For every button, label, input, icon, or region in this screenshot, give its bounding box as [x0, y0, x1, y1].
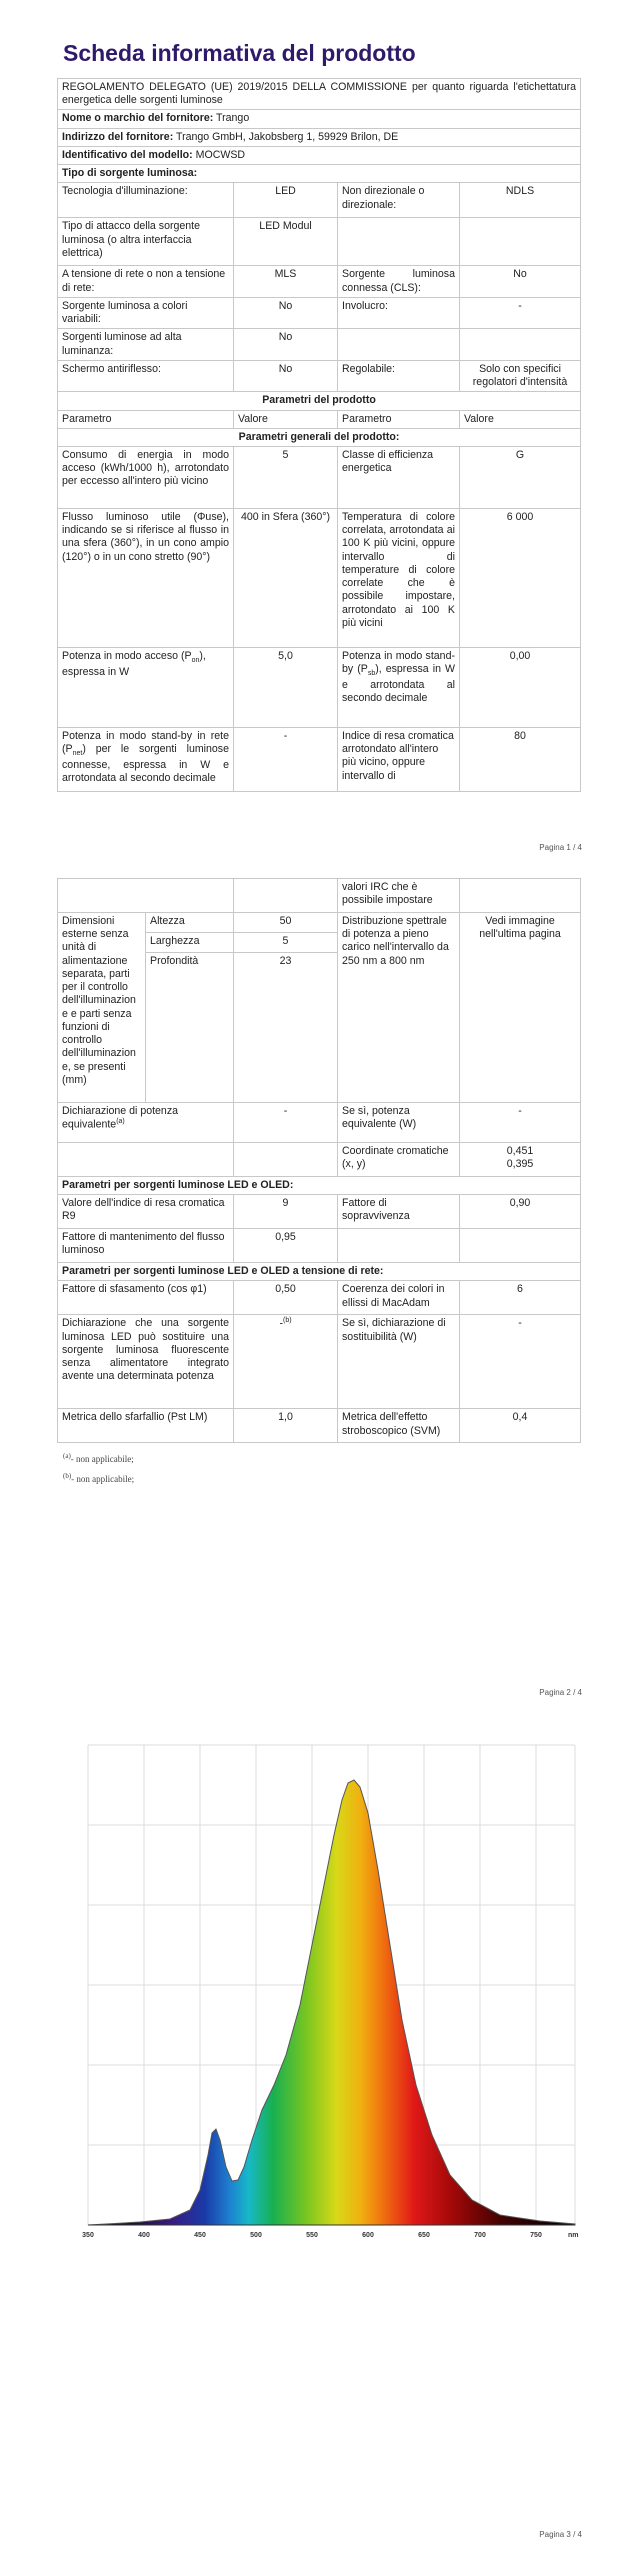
page-number-2: Pagina 2 / 4 — [539, 1688, 582, 1697]
supplier-address-label: Indirizzo del fornitore: — [62, 130, 174, 143]
height-label: Altezza — [146, 913, 234, 933]
dim-label: Dimensioni esterne senza unità di alimentazione separata, parti per il controllo dell'illuminazione e parti senza funzioni di controllo dell'illuminazione, se presenti (mm) — [58, 913, 146, 1103]
equiv-label: Dichiarazione di potenza equivalente$^{(a)}$ — [58, 1103, 234, 1143]
width-label: Larghezza — [146, 933, 234, 953]
pnet-value: - — [234, 727, 338, 791]
tick-750: 750 — [530, 2232, 542, 2239]
pf-label: Fattore di sfasamento (cos φ1) — [58, 1281, 234, 1315]
tick-450: 450 — [194, 2232, 206, 2239]
macadam-label: Coerenza dei colori in ellissi di MacAdam — [338, 1281, 460, 1315]
product-params-header: Parametri del prodotto — [58, 392, 581, 410]
pon-label: Potenza in modo acceso $(P_{on})$, espressa in W — [58, 647, 234, 727]
energy-label: Consumo di energia in modo acceso (kWh/1000 h), arrotondato per eccesso all'intero più vicino — [58, 446, 234, 508]
supplier-name-value: Trango — [216, 112, 250, 125]
equiv-w-label: Se sì, potenza equivalente (W) — [338, 1103, 460, 1143]
regulation-text: REGOLAMENTO DELEGATO (UE) 2019/2015 DELLA COMMISSIONE per quanto riguarda l'etichettatura energetica delle sorgenti luminose — [58, 79, 581, 110]
footnote-a: $^{(a)}$- non applicabile; — [63, 1452, 134, 1464]
col-param-2: Parametro — [338, 410, 460, 428]
cap-value: LED Modul — [234, 218, 338, 266]
mains-value: MLS — [234, 266, 338, 297]
replace-w-value: - — [460, 1315, 581, 1409]
replace-w-label: Se sì, dichiarazione di sostituibilità (W) — [338, 1315, 460, 1409]
tick-400: 400 — [138, 2232, 150, 2239]
footnote-b: $^{(b)}$- non applicabile; — [63, 1472, 135, 1484]
cri-label-part1: Indice di resa cromatica arrotondato all'intero più vicino, oppure intervallo di — [338, 727, 460, 791]
connected-label: Sorgente luminosa connessa (CLS): — [338, 266, 460, 297]
svm-label: Metrica dell'effetto stroboscopico (SVM) — [338, 1409, 460, 1443]
mains-label: A tensione di rete o non a tensione di rete: — [58, 266, 234, 297]
connected-value: No — [460, 266, 581, 297]
model-id-label: Identificativo del modello: — [62, 148, 193, 161]
r9-value: 9 — [234, 1195, 338, 1229]
colour-value: No — [234, 297, 338, 328]
depth-label: Profondità — [146, 953, 234, 1103]
cct-value: 6 000 — [460, 508, 581, 647]
supplier-name-label: Nome o marchio del fornitore: — [62, 112, 214, 125]
supplier-name-row — [58, 110, 581, 128]
energy-value: 5 — [234, 446, 338, 508]
dir-value: NDLS — [460, 183, 581, 218]
pf-value: 0,50 — [234, 1281, 338, 1315]
supplier-address-row — [58, 128, 581, 146]
flux-label: Flusso luminoso utile (Φuse), indicando se si riferisce al flusso in una sfera (360°), in un cono ampio (120°) o in un cono stretto (90°) — [58, 508, 234, 647]
spectrum-curve — [88, 1780, 575, 2225]
tick-350: 350 — [82, 2232, 94, 2239]
tick-700: 700 — [474, 2232, 486, 2239]
cap-label: Tipo di attacco della sorgente luminosa (o altra interfaccia elettrica) — [58, 218, 234, 266]
page-number-1: Pagina 1 / 4 — [539, 843, 582, 852]
antiglare-label: Schermo antiriflesso: — [58, 360, 234, 391]
colour-label: Sorgente luminosa a colori variabili: — [58, 297, 234, 328]
dimmable-label: Regolabile: — [338, 360, 460, 391]
led-params-header: Parametri per sorgenti luminose LED e OLED: — [58, 1177, 581, 1195]
survival-value: 0,90 — [460, 1195, 581, 1229]
class-value: G — [460, 446, 581, 508]
envelope-label: Involucro: — [338, 297, 460, 328]
col-param-1: Parametro — [58, 410, 234, 428]
model-id-value: MOCWSD — [195, 148, 246, 161]
chroma-value: 0,451 0,395 — [460, 1143, 581, 1177]
high-lum-value: No — [234, 329, 338, 360]
high-lum-label: Sorgenti luminose ad alta luminanza: — [58, 329, 234, 360]
replace-value: -$^{(b)}$ — [234, 1315, 338, 1409]
cct-label: Temperatura di colore correlata, arrotondata ai 100 K più vicini, oppure intervallo di temperature di colore correlate che è possibile impostare, arrotondato ai 100 K più vicini — [338, 508, 460, 647]
chroma-label: Coordinate cromatiche (x, y) — [338, 1143, 460, 1177]
product-info-table-p2 — [57, 878, 581, 1443]
cri-value: 80 — [460, 727, 581, 791]
tick-650: 650 — [418, 2232, 430, 2239]
page-number-3: Pagina 3 / 4 — [539, 2530, 582, 2539]
equiv-w-value: - — [460, 1103, 581, 1143]
spectral-distribution-image — [80, 1735, 585, 2245]
survival-label: Fattore di sopravvivenza — [338, 1195, 460, 1229]
dir-label: Non direzionale o direzionale: — [338, 183, 460, 218]
tech-label: Tecnologia d'illuminazione: — [58, 183, 234, 218]
col-value-1: Valore — [234, 410, 338, 428]
antiglare-value: No — [234, 360, 338, 391]
height-value: 50 — [234, 913, 338, 933]
pst-label: Metrica dello sfarfallio (Pst LM) — [58, 1409, 234, 1443]
source-type-header: Tipo di sorgente luminosa: — [58, 165, 581, 183]
flux-value: 400 in Sfera (360°) — [234, 508, 338, 647]
tick-500: 500 — [250, 2232, 262, 2239]
class-label: Classe di efficienza energetica — [338, 446, 460, 508]
spd-label: Distribuzione spettrale di potenza a pieno carico nell'intervallo da 250 nm a 800 nm — [338, 913, 460, 1103]
general-params-header: Parametri generali del prodotto: — [58, 428, 581, 446]
svm-value: 0,4 — [460, 1409, 581, 1443]
envelope-value: - — [460, 297, 581, 328]
tick-600: 600 — [362, 2232, 374, 2239]
width-value: 5 — [234, 933, 338, 953]
supplier-address-value: Trango GmbH, Jakobsberg 1, 59929 Brilon, DE — [176, 130, 399, 143]
maint-label: Fattore di mantenimento del flusso luminoso — [58, 1229, 234, 1263]
pst-value: 1,0 — [234, 1409, 338, 1443]
axis-unit-label: nm — [568, 2232, 579, 2239]
maint-value: 0,95 — [234, 1229, 338, 1263]
equiv-value: - — [234, 1103, 338, 1143]
r9-label: Valore dell'indice di resa cromatica R9 — [58, 1195, 234, 1229]
spd-value: Vedi immagine nell'ultima pagina — [460, 913, 581, 1103]
replace-label: Dichiarazione che una sorgente luminosa LED può sostituire una sorgente luminosa fluorescente senza alimentatore integrato avente una determinata potenza — [58, 1315, 234, 1409]
pon-value: 5,0 — [234, 647, 338, 727]
mains-params-header: Parametri per sorgenti luminose LED e OLED a tensione di rete: — [58, 1263, 581, 1281]
cri-label-part2: valori IRC che è possibile impostare — [338, 879, 460, 913]
product-info-table-p1 — [57, 78, 581, 792]
model-id-row — [58, 146, 581, 164]
tech-value: LED — [234, 183, 338, 218]
pnet-label: Potenza in modo stand-by in rete $(P_{net})$ per le sorgenti luminose connesse, espressa in W e arrotondata al secondo decimale — [58, 727, 234, 791]
col-value-2: Valore — [460, 410, 581, 428]
tick-550: 550 — [306, 2232, 318, 2239]
depth-value: 23 — [234, 953, 338, 1103]
macadam-value: 6 — [460, 1281, 581, 1315]
page-title: Scheda informativa del prodotto — [63, 40, 416, 66]
psb-label: Potenza in modo stand-by $(P_{sb})$, espressa in W e arrotondata al secondo decimale — [338, 647, 460, 727]
dimmable-value: Solo con specifici regolatori d'intensità — [460, 360, 581, 391]
psb-value: 0,00 — [460, 647, 581, 727]
